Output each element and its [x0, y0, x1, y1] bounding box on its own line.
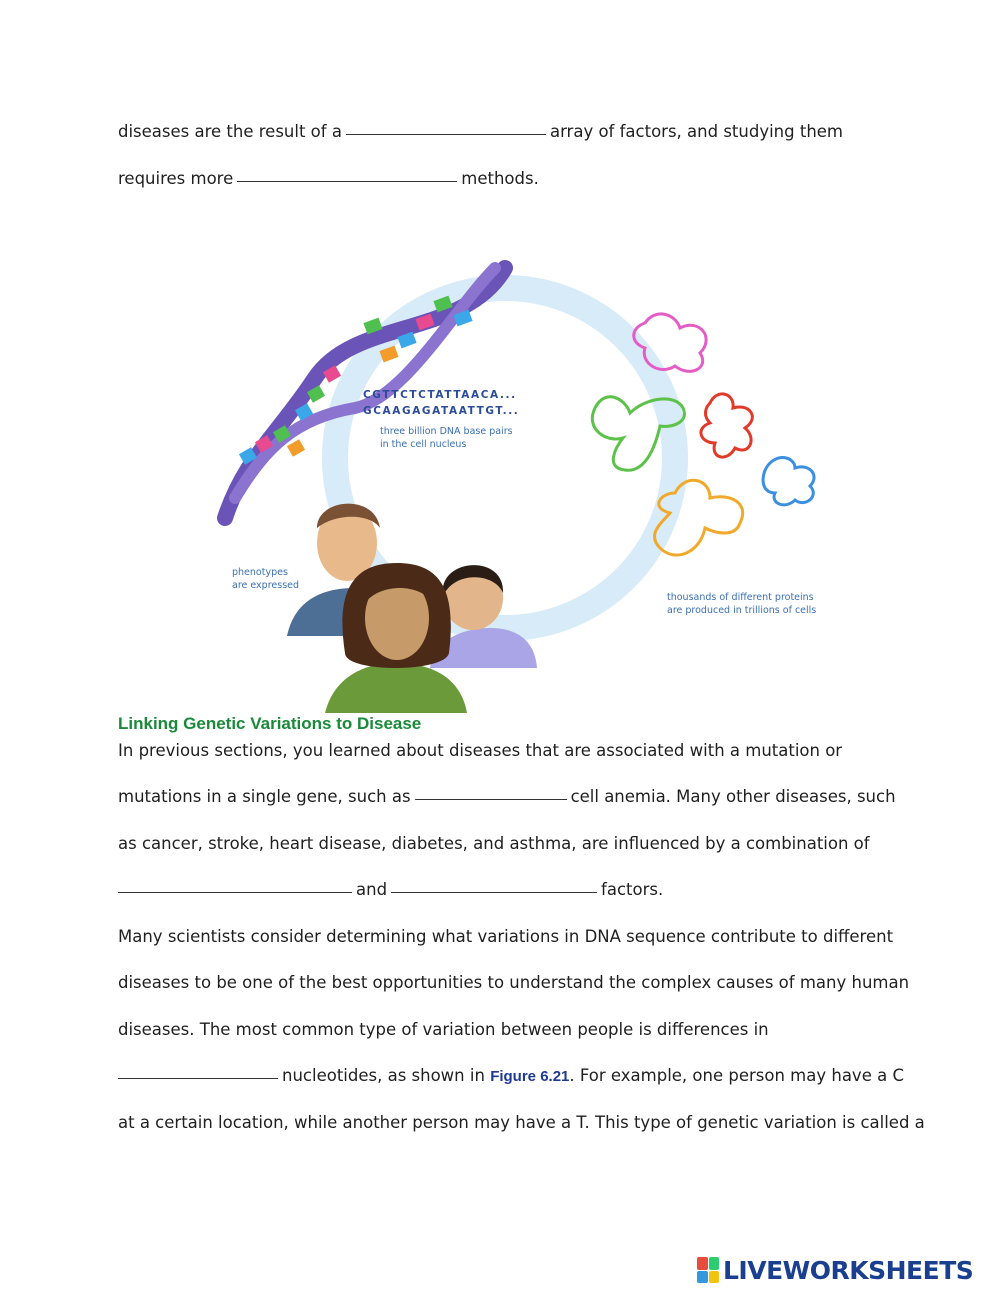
intro-text: array of factors, and studying them: [549, 122, 843, 141]
paragraph-text: diseases to be one of the best opportunities to understand the complex causes of many human: [118, 973, 910, 992]
intro-line-1: [118, 122, 843, 141]
intro-text: requires more: [118, 169, 234, 188]
answer-blank[interactable]: [118, 891, 352, 893]
protein-label-1: thousands of different proteins: [667, 592, 814, 603]
dna-protein-phenotype-figure: [205, 258, 845, 713]
section-heading: Linking Genetic Variations to Disease: [118, 714, 422, 733]
dna-label-1: three billion DNA base pairs: [380, 426, 513, 437]
paragraph-line: [118, 1020, 769, 1039]
dna-label-2: in the cell nucleus: [380, 439, 467, 450]
answer-blank[interactable]: [118, 1077, 278, 1079]
paragraph-line: [118, 927, 893, 946]
figure-link[interactable]: Figure 6.21: [490, 1068, 570, 1085]
paragraph-text: In previous sections, you learned about diseases that are associated with a mutation or: [118, 741, 843, 760]
paragraph-line: [118, 880, 663, 899]
answer-blank[interactable]: [415, 798, 567, 800]
logo-text: LIVEWORKSHEETS: [723, 1255, 974, 1285]
intro-text: diseases are the result of a: [118, 122, 342, 141]
protein-label-2: are produced in trillions of cells: [667, 605, 817, 616]
paragraph-text: Many scientists consider determining what variations in DNA sequence contribute to different: [118, 927, 894, 946]
liveworksheets-logo: [697, 1255, 973, 1285]
paragraph-line: [118, 973, 909, 992]
paragraph-text: . For example, one person may have a C: [569, 1066, 904, 1085]
paragraph-text: at a certain location, while another person may have a T. This type of genetic variation is called a: [118, 1113, 925, 1132]
intro-text: methods.: [461, 169, 539, 188]
paragraph-text: and: [356, 880, 388, 899]
answer-blank[interactable]: [391, 891, 597, 893]
paragraph-text: mutations in a single gene, such as: [118, 787, 411, 806]
phenotype-label-2: are expressed: [232, 580, 300, 591]
dna-sequence-1: CGTTCTCTATTAACA...: [363, 389, 517, 401]
paragraph-text: cell anemia. Many other diseases, such: [570, 787, 896, 806]
phenotype-label-1: phenotypes: [232, 567, 288, 578]
paragraph-line: [118, 834, 870, 853]
paragraph-text: factors.: [601, 880, 664, 899]
paragraph-line: [118, 741, 842, 760]
paragraph-line: [118, 787, 896, 806]
logo-mark-icon: [697, 1257, 719, 1283]
answer-blank[interactable]: [346, 133, 546, 135]
paragraph-text: nucleotides, as shown in: [282, 1066, 485, 1085]
paragraph-text: as cancer, stroke, heart disease, diabetes, and asthma, are influenced by a combination of: [118, 834, 870, 853]
dna-sequence-2: GCAAGAGATAATTGT...: [363, 405, 520, 417]
paragraph-line: [118, 1113, 925, 1132]
people-illustration: [287, 504, 537, 713]
intro-line-2: [118, 169, 539, 188]
answer-blank[interactable]: [237, 180, 457, 182]
paragraph-line: [118, 1066, 904, 1085]
paragraph-text: diseases. The most common type of variation between people is differences in: [118, 1020, 769, 1039]
